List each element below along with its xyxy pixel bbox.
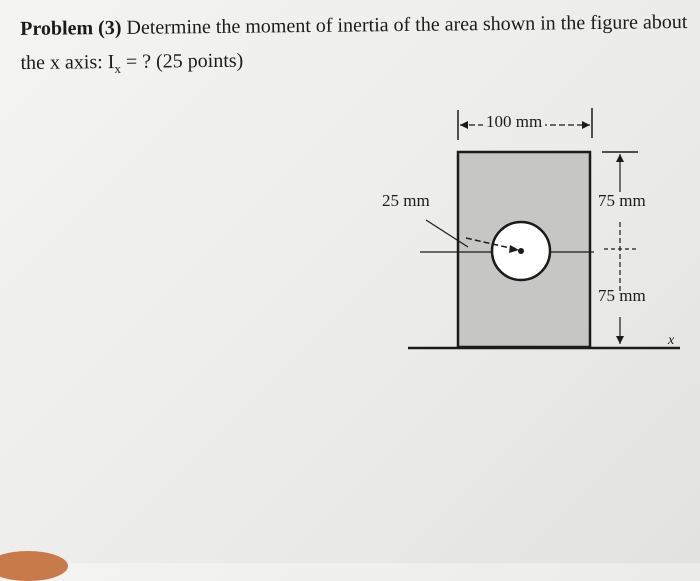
problem-statement-subscript: x [114,60,122,77]
width-label: 100 mm [483,112,545,132]
height-arrow-bottom [616,336,624,344]
width-arrow-left [460,121,468,129]
problem-statement-suffix: = ? (25 points) [120,49,244,73]
height-arrow-top [616,154,624,162]
finger-edge [0,551,68,581]
upper-height-label: 75 mm [598,191,646,210]
problem-line-1 [20,5,690,46]
hole-center-point [518,248,524,254]
problem-statement-line1: Determine the moment of inertia of the area shown in the figure about [126,11,688,39]
width-arrow-right [582,121,590,129]
problem-heading: Problem (3) [20,16,122,40]
problem-line-2 [20,39,690,87]
x-axis-label: x [668,333,675,348]
moment-of-inertia-figure [380,92,690,362]
hole-diameter-label: 25 mm [382,191,430,210]
problem-statement [20,5,691,87]
figure-drawing [380,92,690,362]
problem-statement-prefix: the x axis: I [20,51,115,74]
lower-height-label: 75 mm [598,286,646,305]
